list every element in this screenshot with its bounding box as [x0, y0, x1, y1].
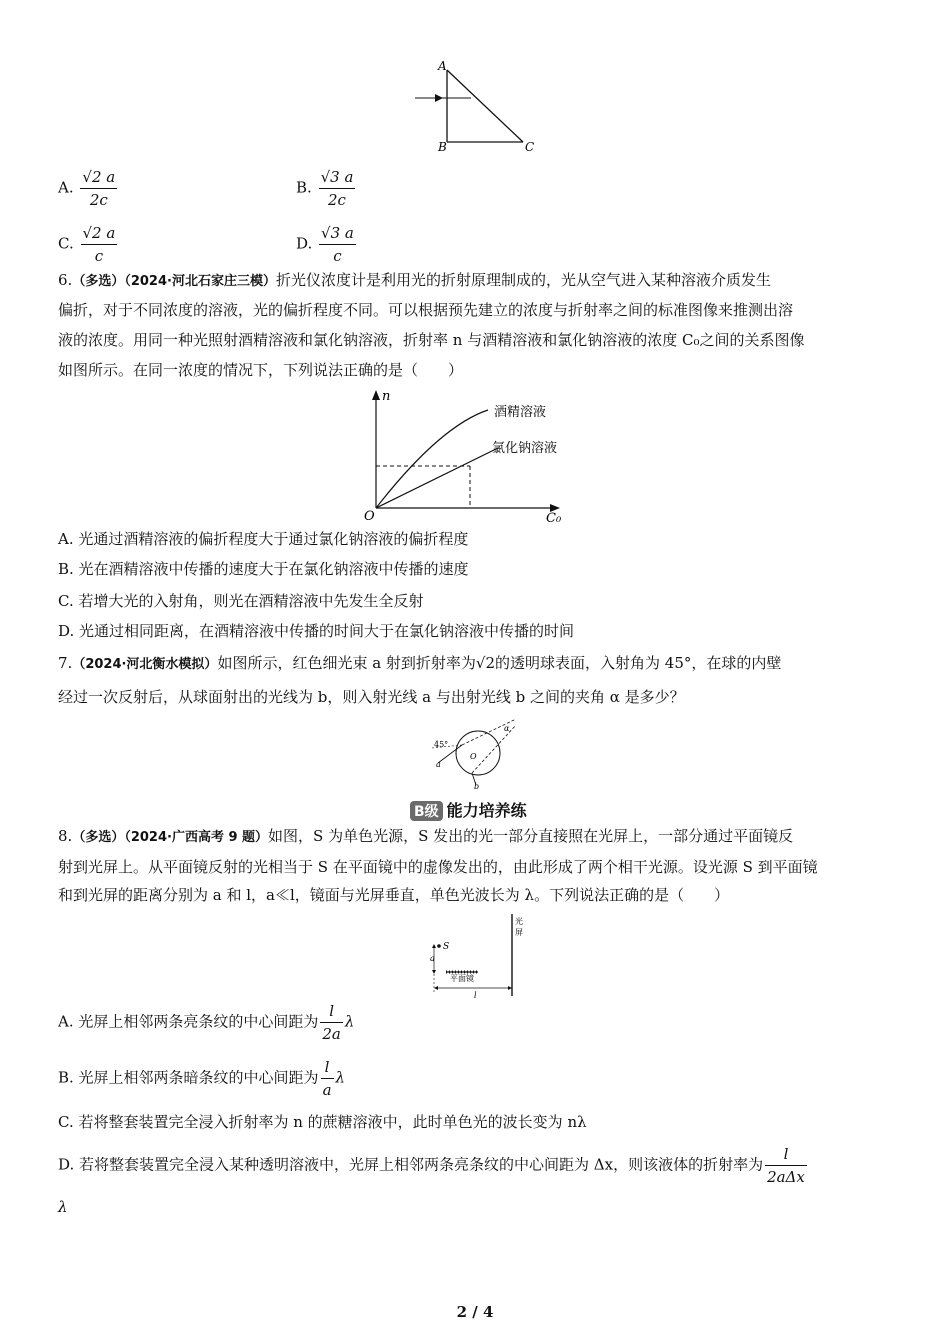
q6-option-a[interactable]: A. 光通过酒精溶液的偏折程度大于通过氯化钠溶液的偏折程度 [58, 530, 469, 548]
q7-ray-b: b [474, 782, 480, 790]
curve-alcohol-label: 酒精溶液 [494, 405, 547, 420]
q7-center: O [470, 752, 477, 761]
q8-option-a[interactable]: A. 光屏上相邻两条亮条纹的中心间距为 $\frac{l}{2a}$ λ [58, 1002, 355, 1043]
graph-y-label: n [382, 389, 391, 404]
q8-mirror-label: 平面镜 [450, 974, 474, 983]
section-heading: B级 能力培养练 [410, 798, 527, 820]
q6-option-b[interactable]: B. 光在酒精溶液中传播的速度大于在氯化钠溶液中传播的速度 [58, 560, 469, 578]
graph-x-label: C₀ [546, 511, 562, 526]
page-number: 2 / 4 [456, 1303, 494, 1321]
graph-origin: O [364, 509, 375, 524]
q8-line-2: 射到光屏上。从平面镜反射的光相当于 S 在平面镜中的虚像发出的，由此形成了两个相干光源。设光源 S 到平面镜 [58, 858, 818, 876]
q6-line-1: 6.（多选）（2024·河北石家庄三模）折光仪浓度计是利用光的折射原理制成的，光从空气进入某种溶液介质发生 [58, 271, 771, 289]
q8-option-b[interactable]: B. 光屏上相邻两条暗条纹的中心间距为 $\frac{l}{a}$ λ [58, 1058, 346, 1099]
prism-figure [405, 58, 545, 158]
q8-option-d[interactable]: D. 若将整套装置完全浸入某种透明溶液中，光屏上相邻两条亮条纹的中心间距为 Δx，则该液体的折射率为 $\frac{l}{\text{2aΔx}}$ [58, 1145, 805, 1186]
q7-angle: 45° [434, 740, 449, 749]
q6-option-d[interactable]: D. 光通过相同距离，在酒精溶液中传播的时间大于在氯化钠溶液中传播的时间 [58, 622, 575, 640]
q8-option-c[interactable]: C. 若将整套装置完全浸入折射率为 n 的蔗糖溶液中，此时单色光的波长变为 nλ [58, 1113, 587, 1131]
q7-line-1: 7.（2024·河北衡水模拟）如图所示，红色细光束 a 射到折射率为√2的透明球表面，入射角为 45°，在球的内壁 [58, 654, 782, 672]
label-b: B [438, 140, 447, 154]
q8-line-1: 8.（多选）（2024·广西高考 9 题）如图，S 为单色光源，S 发出的光一部分直接照在光屏上，一部分通过平面镜反 [58, 827, 794, 845]
q8-dist-a: a [430, 954, 435, 963]
curve-nacl-label: 氯化钠溶液 [492, 441, 558, 456]
q7-ray-a: a [436, 760, 441, 769]
q7-sphere-figure [432, 715, 522, 790]
q8-option-d-lambda: λ [58, 1198, 68, 1216]
q8-screen-1: 光 [515, 917, 523, 926]
q8-screen-2: 屏 [515, 928, 523, 937]
q7-line-2: 经过一次反射后，从球面射出的光线为 b，则入射光线 a 与出射光线 b 之间的夹角 α 是多少？ [58, 688, 685, 706]
q5-option-b[interactable]: B. $\frac{√3 a}{2c}$ [296, 168, 354, 209]
label-c: C [525, 140, 535, 154]
section-badge: B级 [410, 801, 443, 821]
q6-line-4: 如图所示。在同一浓度的情况下，下列说法正确的是（ ） [58, 361, 464, 379]
q8-line-3: 和到光屏的距离分别为 a 和 l，a≪l，镜面与光屏垂直，单色光波长为 λ。下列说法正确的是（ ） [58, 886, 730, 904]
q6-line-3: 液的浓度。用同一种光照射酒精溶液和氯化钠溶液，折射率 n 与酒精溶液和氯化钠溶液的浓度 C₀之间的关系图像 [58, 331, 805, 349]
q8-source: S [443, 942, 450, 952]
q7-alpha: α [504, 724, 510, 733]
q8-dist-l: l [474, 991, 477, 1000]
q5-option-d[interactable]: D. $\frac{√3 a}{c}$ [296, 224, 354, 265]
q6-graph [360, 386, 590, 526]
q5-option-c[interactable]: C. $\frac{√2 a}{c}$ [58, 224, 116, 265]
q6-line-2: 偏折，对于不同浓度的溶液，光的偏折程度不同。可以根据预先建立的浓度与折射率之间的标准图像来推测出溶 [58, 301, 794, 319]
q6-option-c[interactable]: C. 若增大光的入射角，则光在酒精溶液中先发生全反射 [58, 592, 424, 610]
q8-mirror-figure [422, 912, 532, 1000]
label-a: A [438, 59, 447, 73]
q5-option-a[interactable]: A. $\frac{√2 a}{2c}$ [58, 168, 116, 209]
